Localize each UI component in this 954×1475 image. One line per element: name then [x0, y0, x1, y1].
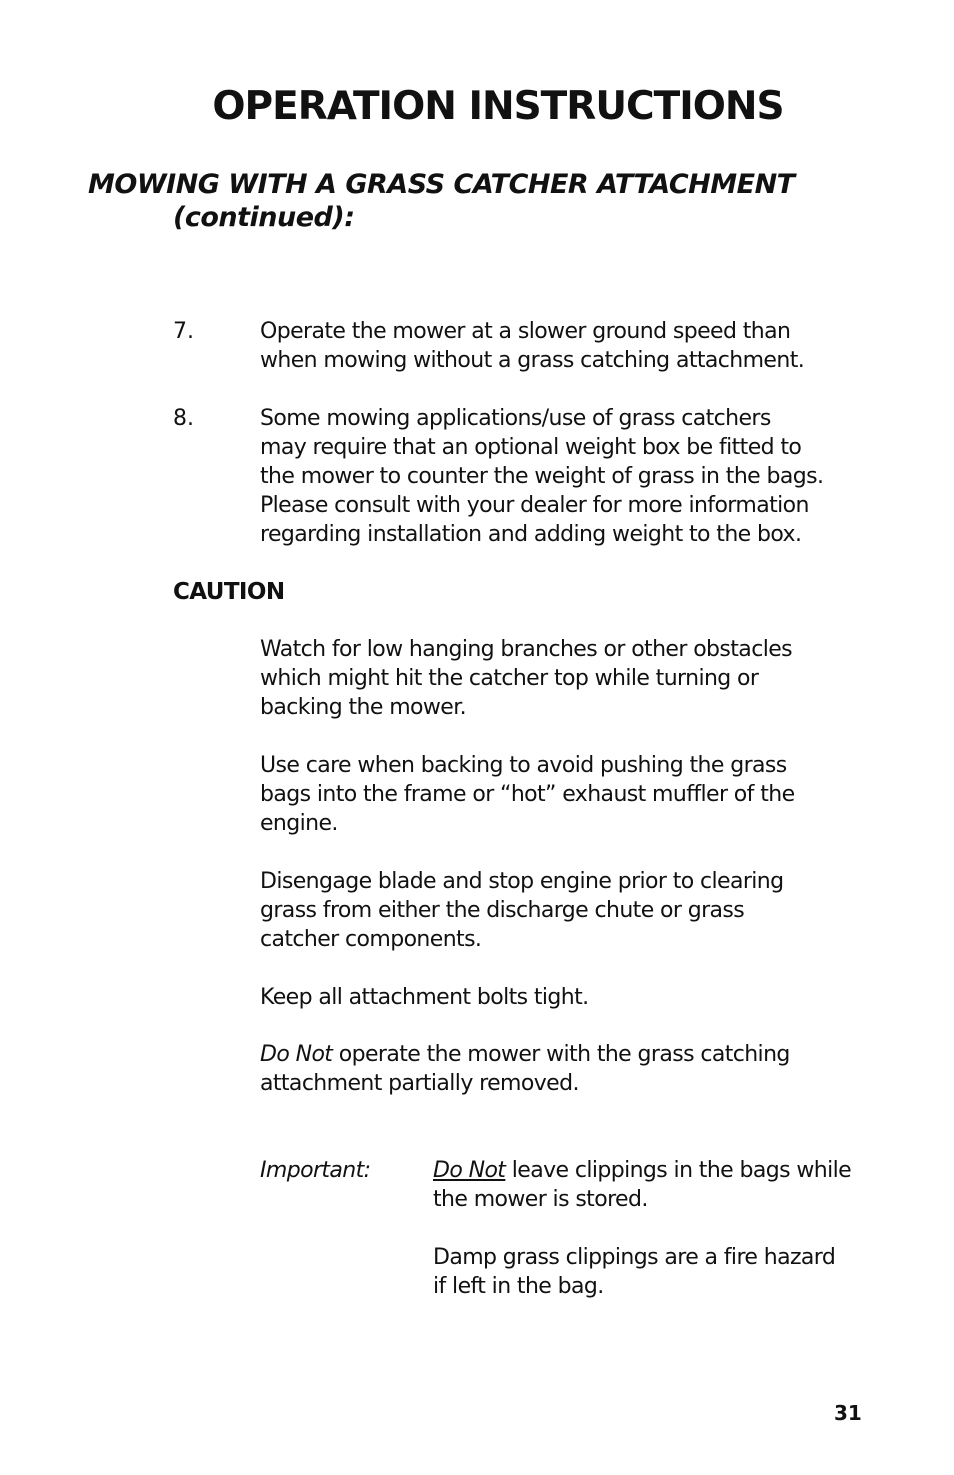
text-line: Damp grass clippings are a fire hazard: [433, 1245, 836, 1270]
text-line: Some mowing applications/use of grass catchers: [260, 406, 771, 431]
important-text: [433, 1156, 851, 1214]
text-line: Please consult with your dealer for more information: [260, 493, 809, 518]
text-line: regarding installation and adding weight to the box.: [260, 522, 802, 547]
text-line: Use care when backing to avoid pushing the grass: [260, 753, 787, 778]
caution-paragraph-do-not: [260, 1040, 790, 1098]
text-line: backing the mower.: [260, 695, 467, 720]
section-heading-continued: (continued):: [173, 202, 355, 233]
page-number: 31: [834, 1401, 862, 1425]
text-line: may require that an optional weight box be fitted to: [260, 435, 802, 460]
text-line: if left in the bag.: [433, 1274, 604, 1299]
text-line: [433, 1156, 851, 1185]
text-line: Keep all attachment bolts tight.: [260, 985, 589, 1010]
step-item: [173, 404, 194, 433]
important-note: [433, 1243, 835, 1301]
text-fragment: operate the mower with the grass catching: [338, 1042, 790, 1067]
caution-paragraph: [260, 751, 795, 838]
caution-heading: CAUTION: [173, 579, 285, 605]
text-line: the mower is stored.: [433, 1187, 648, 1212]
important-label: Important:: [260, 1158, 371, 1183]
page-title: OPERATION INSTRUCTIONS: [212, 84, 784, 129]
text-line: bags into the frame or “hot” exhaust muffler of the: [260, 782, 795, 807]
section-heading: MOWING WITH A GRASS CATCHER ATTACHMENT: [88, 169, 795, 200]
text-line: Watch for low hanging branches or other obstacles: [260, 637, 792, 662]
step-text: [260, 317, 804, 375]
text-line: attachment partially removed.: [260, 1071, 579, 1096]
text-line: the mower to counter the weight of grass in the bags.: [260, 464, 824, 489]
text-line: which might hit the catcher top while turning or: [260, 666, 759, 691]
caution-paragraph: [260, 635, 792, 722]
text-line: grass from either the discharge chute or grass: [260, 898, 745, 923]
step-text: [260, 404, 823, 549]
text-line: when mowing without a grass catching attachment.: [260, 348, 805, 373]
caution-paragraph: [260, 983, 589, 1012]
caution-paragraph: [260, 867, 784, 954]
step-number: 7.: [173, 319, 194, 344]
text-line: [260, 1040, 790, 1069]
do-not-emphasis: Do Not: [433, 1158, 506, 1183]
text-fragment: leave clippings in the bags while: [511, 1158, 852, 1183]
text-line: Disengage blade and stop engine prior to clearing: [260, 869, 784, 894]
step-item: [173, 317, 194, 346]
do-not-emphasis: Do Not: [260, 1042, 333, 1067]
step-number: 8.: [173, 406, 194, 431]
text-line: engine.: [260, 811, 338, 836]
text-line: Operate the mower at a slower ground speed than: [260, 319, 791, 344]
text-line: catcher components.: [260, 927, 482, 952]
